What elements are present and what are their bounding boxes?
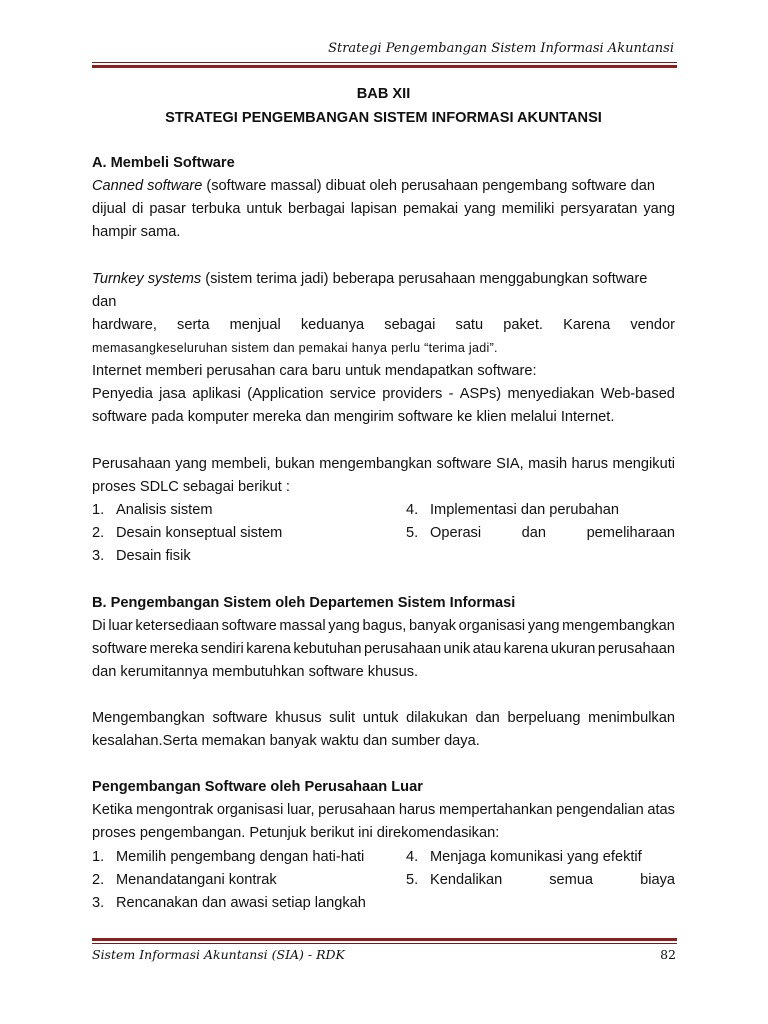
chapter-title: STRATEGI PENGEMBANGAN SISTEM INFORMASI AKUNTANSI (165, 110, 602, 126)
footer-rule-thick (92, 938, 677, 941)
chapter-number: BAB XII (356, 86, 411, 102)
word: Perusahaan (92, 456, 171, 472)
word: lapisan (350, 201, 398, 217)
list-item: 2. Menandatangani kontrak (92, 872, 277, 888)
word: paket. (503, 317, 543, 333)
word: mempertahankan (438, 802, 553, 818)
word: ketersediaan (135, 618, 219, 634)
section-b-paragraph-1: Di luar ketersediaan software massal yang bagus, banyak organisasi yang mengembangkan software mereka sendiri karena kebutuhan perusahaan unik atau karena ukuran perusahaan dan kerumitannya membutuhkan software khusus. (92, 615, 675, 684)
word: untuk (362, 710, 399, 726)
word: harus (398, 802, 436, 818)
word: Karena (563, 317, 611, 333)
word: luar, (286, 802, 315, 818)
header-rule-thick (92, 65, 677, 68)
word: dilakukan (406, 710, 468, 726)
word: di (132, 201, 144, 217)
list-item: 3. Desain fisik (92, 548, 191, 564)
section-a-paragraph-1: Canned software (software massal) dibuat oleh perusahaan pengembang software dan dijual di pasar terbuka untuk berbagai lapisan pemakai yang memiliki persyaratan yang hampir sama. (92, 178, 675, 240)
section-a-paragraph-2: Turnkey systems (sistem terima jadi) beberapa perusahaan menggabungkan software dan hardware, serta menjual keduanya sebagai satu paket. Karena vendor memasangkeseluruhan sistem dan pemakai hanya perlu “terima jadi”. (92, 271, 675, 355)
list-item: 5. Kendalikan semua biaya (406, 872, 675, 888)
list-item: 1. Memilih pengembang dengan hati-hati (92, 849, 365, 865)
word: memiliki (501, 201, 555, 217)
word: yang (643, 201, 675, 217)
list-item: 4. Menjaga komunikasi yang efektif (406, 849, 642, 865)
word: atau (472, 641, 502, 657)
header-rule-thin (92, 62, 677, 63)
word: providers (382, 386, 443, 402)
sdlc-list-row-2 (92, 522, 675, 545)
word: massal (279, 618, 326, 634)
word: khusus (275, 710, 322, 726)
section-a-paragraph-3: Internet memberi perusahan cara baru untuk mendapatkan software: Penyedia jasa aplikasi (Application service providers - ASPs) menyediakan Web-based software pada komputer mereka dan mengirim software ke klien melalui Internet. (92, 363, 675, 425)
word: yang (464, 201, 496, 217)
word: mengembangkan (562, 618, 675, 634)
word: software (221, 618, 277, 634)
list-item: 5. Operasi dan pemeliharaan (406, 525, 675, 541)
list-item: 4. Implementasi dan perubahan (406, 502, 620, 518)
word: pemakai (402, 201, 459, 217)
word: menjual (229, 317, 281, 333)
sdlc-list-row-3 (92, 545, 675, 568)
word: hardware, (92, 317, 157, 333)
word: atas (647, 802, 675, 818)
word: SIA, (496, 456, 524, 472)
word: mereka (149, 641, 199, 657)
word: perusahaan (318, 802, 396, 818)
section-a-heading: A. Membeli Software (92, 155, 235, 171)
word: sendiri (200, 641, 244, 657)
section-c-paragraph-1: Ketika mengontrak organisasi luar, perusahaan harus mempertahankan pengendalian atas proses pengembangan. Petunjuk berikut ini direkomendasikan: (92, 799, 675, 845)
word: bukan (274, 456, 315, 472)
word: dan (475, 710, 500, 726)
word: yang (527, 618, 560, 634)
word: organisasi (216, 802, 284, 818)
word: aplikasi (192, 386, 241, 402)
word: mengontrak (136, 802, 214, 818)
page-number: 82 (660, 947, 676, 962)
word: sulit (329, 710, 356, 726)
word: keduanya (300, 317, 365, 333)
section-a-paragraph-4: Perusahaan yang membeli, bukan mengembangkan software SIA, masih harus mengikuti proses SDLC sebagai berikut : (92, 453, 675, 499)
word: kebutuhan (293, 641, 362, 657)
word: harus (571, 456, 609, 472)
running-header: Strategi Pengembangan Sistem Informasi Akuntansi (328, 41, 674, 56)
word: software (436, 456, 492, 472)
word: organisasi (458, 618, 526, 634)
word: Penyedia (92, 386, 153, 402)
word: mengikuti (612, 456, 675, 472)
list-item: 3. Rencanakan dan awasi setiap langkah (92, 895, 366, 911)
section-b-paragraph-2: Mengembangkan software khusus sulit untuk dilakukan dan berpeluang menimbulkan kesalahan.Serta memakan banyak waktu dan sumber daya. (92, 707, 675, 753)
word: perusahaan (597, 641, 675, 657)
word: software (212, 710, 268, 726)
word: menimbulkan (588, 710, 675, 726)
footer-rule-thin (92, 943, 677, 944)
word: Ketika (92, 802, 133, 818)
canned-software-term: Canned software (92, 178, 203, 194)
word: ASPs) (459, 386, 502, 402)
p1-line2-words (92, 198, 675, 221)
word: Di (92, 618, 106, 634)
footer-title: Sistem Informasi Akuntansi (SIA) - RDK (92, 947, 345, 962)
word: - (448, 386, 454, 402)
word: unik (443, 641, 471, 657)
word: dijual (92, 201, 127, 217)
word: membeli, (211, 456, 271, 472)
word: luar (108, 618, 133, 634)
word: bagus, (362, 618, 407, 634)
section-b-heading: B. Pengembangan Sistem oleh Departemen Sistem Informasi (92, 595, 516, 611)
word: terbuka (191, 201, 241, 217)
guideline-list-row-1 (92, 846, 675, 869)
word: untuk (246, 201, 283, 217)
word: (Application (247, 386, 324, 402)
word: Web-based (600, 386, 675, 402)
word: software (92, 641, 148, 657)
word: Mengembangkan (92, 710, 205, 726)
word: satu (455, 317, 484, 333)
turnkey-systems-term: Turnkey systems (92, 271, 202, 287)
word: mengembangkan (319, 456, 432, 472)
guideline-list-row-3 (92, 892, 675, 915)
word: karena (503, 641, 549, 657)
word: pengendalian (556, 802, 644, 818)
word: vendor (630, 317, 675, 333)
word: sebagai (384, 317, 436, 333)
word: perusahaan (363, 641, 442, 657)
word: jasa (159, 386, 186, 402)
word: pasar (149, 201, 186, 217)
word: serta (177, 317, 210, 333)
guideline-list-row-2 (92, 869, 675, 892)
word: yang (328, 618, 360, 634)
word: berbagai (288, 201, 345, 217)
word: berpeluang (507, 710, 581, 726)
word: service (329, 386, 376, 402)
word: banyak (408, 618, 457, 634)
sdlc-list-row-1 (92, 499, 675, 522)
word: ukuran (550, 641, 596, 657)
p2-line2-words (92, 314, 675, 337)
section-c-heading: Pengembangan Software oleh Perusahaan Luar (92, 779, 423, 795)
list-item: 2. Desain konseptual sistem (92, 525, 283, 541)
word: persyaratan (560, 201, 638, 217)
word: karena (246, 641, 291, 657)
list-item: 1. Analisis sistem (92, 502, 213, 518)
word: masih (528, 456, 568, 472)
word: yang (175, 456, 207, 472)
word: menyediakan (507, 386, 595, 402)
